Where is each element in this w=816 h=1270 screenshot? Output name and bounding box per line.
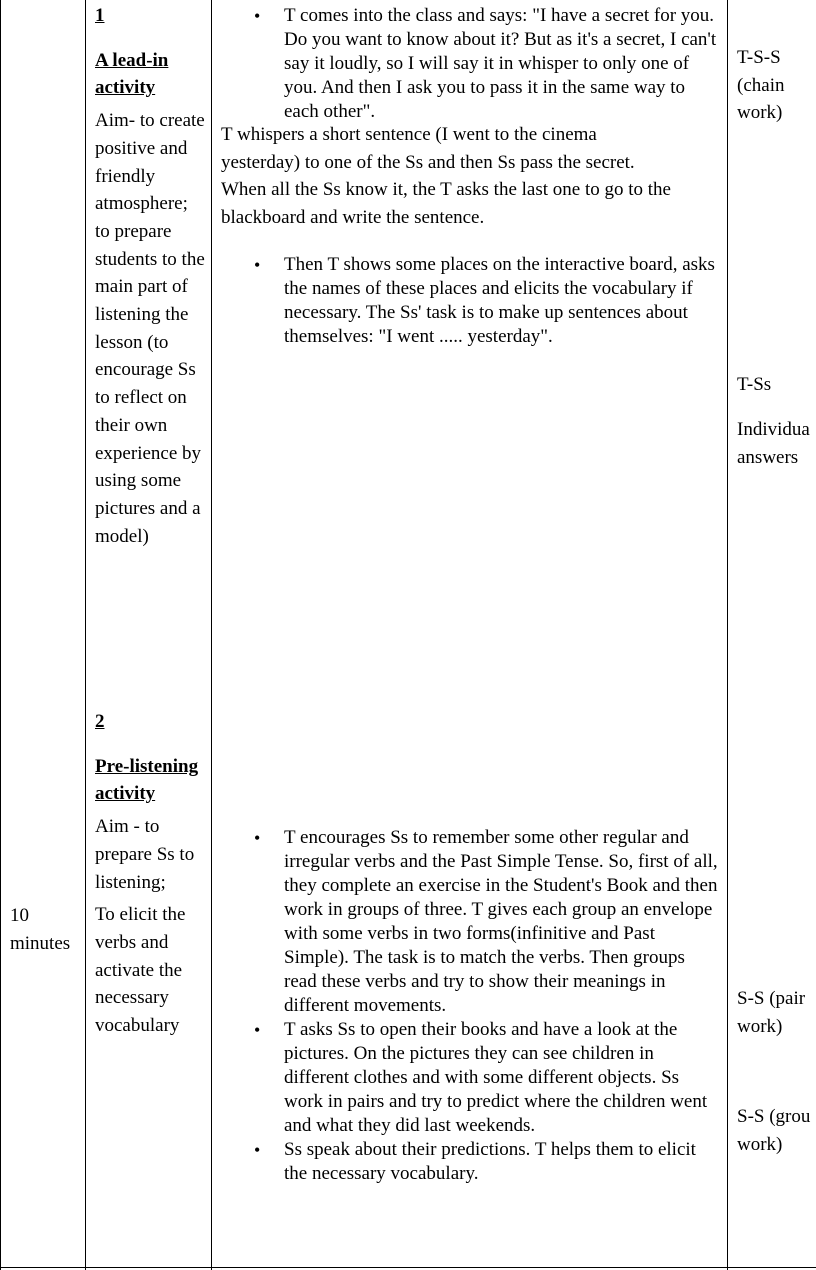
stage-1-aim: Aim- to create positive and friendly atmosphere; to prepare students to the main part of listening the lesson (to encourage Ss to reflect on their own experience by using some pictures and a model) [95,110,205,547]
procedure-block-2 [221,253,721,349]
stage-2-aim-2: To elicit the verbs and activate the necessary vocabulary [95,904,186,1037]
procedure-bullet-3: • T encourages Ss to remember some other regular and irregular verbs and the Past Simple Tense. So, first of all, they complete an exercise in the Student's Book and then work in groups of three. T gives each group an envelope with some verbs in two forms(infinitive and Past Simple). The task is to match the verbs. Then groups read these verbs and try to show their meanings in different movements. [221,826,721,1018]
interaction-3: Individua answers [737,419,810,468]
table-border-left [0,0,1,1270]
stage-2-number: 2 [95,711,105,732]
procedure-bullet-2: • Then T shows some places on the interactive board, asks the names of these places and elicits the vocabulary if necessary. The Ss' task is to make up sentences about themselves: "I went ..... yesterday". [221,253,721,349]
time-value: 10 minutes [10,905,71,954]
column-divider-2 [211,0,212,1270]
stage-1 [95,2,207,550]
table-border-bottom [0,1267,816,1268]
procedure-bullet-4: • T asks Ss to open their books and have a look at the pictures. On the pictures they can see children in different clothes and with some different objects. Ss work in pairs and try to predict where the children went and what they did last weekends. [221,1018,721,1138]
time-cell [10,902,82,957]
procedure-block-3 [221,826,721,1186]
stage-2-aim: Aim - to prepare Ss to listening; [95,816,195,893]
interaction-5: S-S (grou work) [737,1106,811,1155]
interaction-2: T-Ss [737,374,772,395]
procedure-paragraph: T whispers a short sentence (I went to the cinema yesterday) to one of the Ss and then Ss pass the secret. When all the Ss know it, the T asks the last one to go to the blackboard and write the sentence. [221,124,671,229]
procedure-bullet-1: • T comes into the class and says: "I have a secret for you. Do you want to know about it? But as it's a secret, I can't say it loudly, so I will say it in whisper to only one of you. And then I ask you to pass it in the same way to each other". [221,4,721,124]
stage-1-number: 1 [95,5,105,26]
column-divider-1 [85,0,86,1270]
procedure-bullet-5: • Ss speak about their predictions. T helps them to elicit the necessary vocabulary. [221,1138,721,1186]
stage-1-title: A lead-in activity [95,49,169,99]
stage-2 [95,708,207,1040]
interaction-1: T-S-S (chain work) [737,47,785,124]
stage-2-title: Pre-listening activity [95,755,199,805]
interaction-4: S-S (pair work) [737,988,806,1037]
procedure-block-1 [221,4,721,124]
column-divider-3 [727,0,728,1270]
